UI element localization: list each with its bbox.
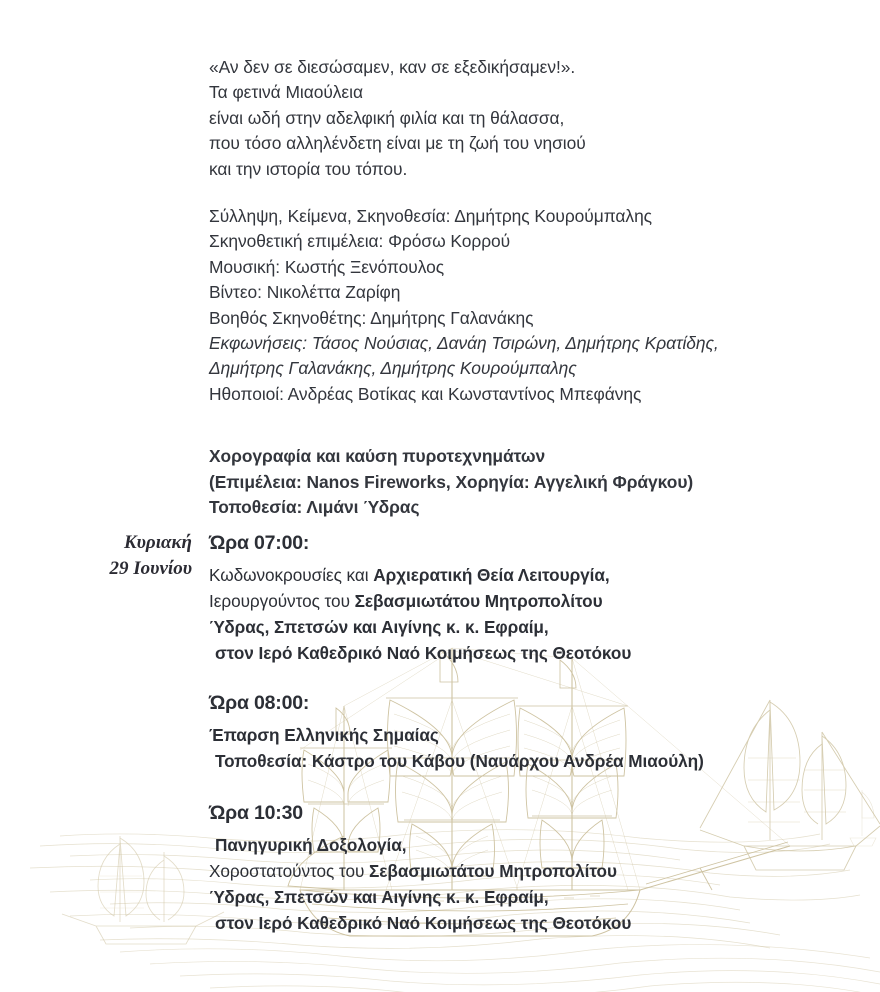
credits-line: Δημήτρης Γαλανάκης, Δημήτρης Κουρούμπαλης [209, 358, 577, 379]
intro-line: είναι ωδή στην αδελφική φιλία και τη θάλασσα, [209, 107, 565, 128]
intro-line: Τα φετινά Μιαούλεια [209, 82, 363, 103]
intro-line: που τόσο αλληλένδετη είναι με τη ζωή του νησιού [209, 133, 586, 154]
schedule-text-line [209, 884, 631, 910]
date-line: 29 Ιουνίου [109, 557, 192, 579]
fireworks-line: Τοποθεσία: Λιμάνι Ύδρας [209, 497, 420, 518]
schedule-text-line [209, 910, 631, 936]
schedule-text-line [209, 614, 631, 640]
schedule-text-line: Χοροστατούντος του Σεβασμιωτάτου Μητροπολίτου [209, 861, 617, 881]
schedule-entry-0800 [209, 690, 704, 774]
schedule-text-line [209, 722, 704, 748]
schedule-text-emphasis: Αρχιερατική Θεία Λειτουργία, [373, 565, 610, 585]
schedule-text-line: Κωδωνοκρουσίες και Αρχιερατική Θεία Λειτουργία, [209, 565, 610, 585]
schedule-body-0800 [209, 722, 704, 774]
schedule-text-emphasis: Έπαρση Ελληνικής Σημαίας [209, 725, 439, 745]
intro-line: «Αν δεν σε διεσώσαμεν, καν σε εξεδικήσαμεν!». [209, 57, 576, 77]
schedule-text-emphasis: στον Ιερό Καθεδρικό Ναό Κοιμήσεως της Θεοτόκου [215, 913, 632, 933]
schedule-text-emphasis: Σεβασμιωτάτου Μητροπολίτου [369, 861, 617, 881]
schedule-text-line: Ιερουργούντος του Σεβασμιωτάτου Μητροπολίτου [209, 591, 603, 611]
credits-line: Σκηνοθετική επιμέλεια: Φρόσω Κορρού [209, 231, 511, 252]
schedule-text-emphasis: Ύδρας, Σπετσών και Αιγίνης κ. κ. Εφραίμ, [209, 887, 549, 907]
fireworks-line: Χορογραφία και καύση πυροτεχνημάτων [209, 446, 546, 466]
fireworks-paragraph [209, 444, 693, 521]
date-label [0, 530, 192, 581]
schedule-body-1030 [209, 832, 631, 936]
schedule-text-emphasis: Ύδρας, Σπετσών και Αιγίνης κ. κ. Εφραίμ, [209, 617, 549, 637]
credits-line: Βοηθός Σκηνοθέτης: Δημήτρης Γαλανάκης [209, 307, 534, 328]
schedule-time-0800: Ώρα 08:00: [209, 692, 310, 714]
credits-line: Μουσική: Κωστής Ξενόπουλος [209, 256, 445, 277]
schedule-text-line [209, 832, 631, 858]
credits-line: Εκφωνήσεις: Τάσος Νούσιας, Δανάη Τσιρώνη, Δημήτρης Κρατίδης, [209, 333, 719, 354]
schedule-time-0700: Ώρα 07:00: [209, 532, 310, 554]
intro-line: και την ιστορία του τόπου. [209, 158, 408, 179]
schedule-text-emphasis: στον Ιερό Καθεδρικό Ναό Κοιμήσεως της Θεοτόκου [215, 643, 632, 663]
schedule-body-0700 [209, 562, 631, 666]
schedule-text-emphasis: Πανηγυρική Δοξολογία, [215, 835, 407, 855]
schedule-text-emphasis: Τοποθεσία: Κάστρο του Κάβου (Ναυάρχου Ανδρέα Μιαούλη) [215, 751, 704, 771]
schedule-text-emphasis: Σεβασμιωτάτου Μητροπολίτου [354, 591, 603, 611]
fireworks-line: (Επιμέλεια: Nanos Fireworks, Χορηγία: Αγγελική Φράγκου) [209, 471, 694, 492]
credits-line: Ηθοποιοί: Ανδρέας Βοτίκας και Κωνσταντίνος Μπεφάνης [209, 383, 642, 404]
credits-paragraph [209, 204, 719, 407]
schedule-entry-1030 [209, 800, 631, 936]
credits-line: Βίντεο: Νικολέττα Ζαρίφη [209, 282, 401, 303]
date-line: Κυριακή [123, 532, 192, 553]
schedule-text-line [209, 748, 704, 774]
intro-paragraph [209, 55, 586, 182]
schedule-text-line [209, 640, 631, 666]
schedule-entry-0700 [209, 530, 631, 666]
credits-line: Σύλληψη, Κείμενα, Σκηνοθεσία: Δημήτρης Κουρούμπαλης [209, 206, 653, 226]
schedule-time-1030: Ώρα 10:30 [209, 802, 303, 824]
